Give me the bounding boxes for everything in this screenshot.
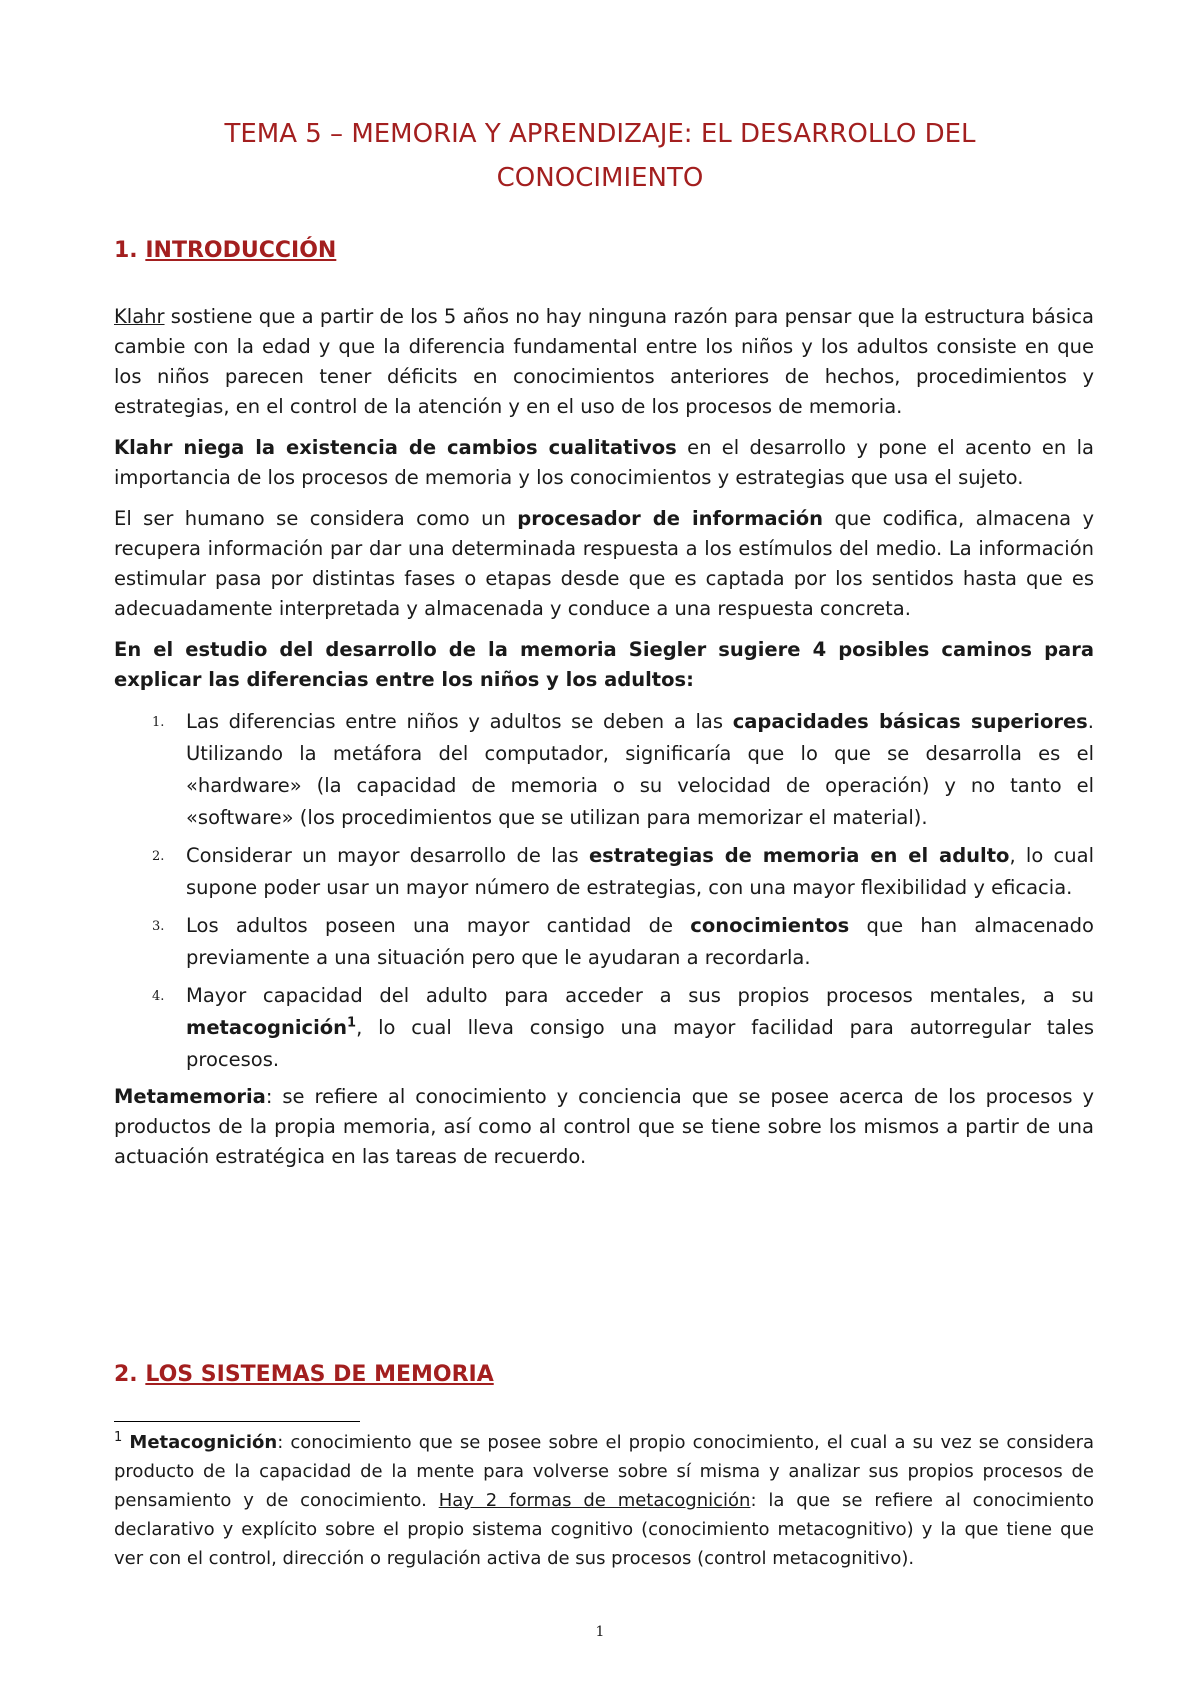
- footnote-text: [114, 1428, 1094, 1573]
- bold-phrase: conocimientos: [690, 914, 850, 937]
- author-klahr: Klahr: [114, 305, 165, 328]
- paragraph-klahr: [114, 302, 1094, 422]
- footnote-underlined: Hay 2 formas de metacognición: [438, 1490, 751, 1511]
- bold-phrase: capacidades básicas superiores: [732, 710, 1088, 733]
- list-text: Considerar un mayor desarrollo de las: [186, 844, 589, 867]
- paragraph-text: El ser humano se considera como un: [114, 507, 518, 530]
- footnote-term: Metacognición: [129, 1432, 278, 1453]
- list-item: [114, 706, 1094, 834]
- paragraph-text: en el desarrollo y pone el acento en la importancia de los procesos de memoria y los conocimientos y estrategias que usa el sujeto.: [114, 436, 1094, 489]
- bold-phrase: metacognición: [186, 1016, 348, 1039]
- siegler-list: [114, 706, 1094, 1076]
- title-line-2: CONOCIMIENTO: [496, 163, 704, 193]
- footnote-mark: 1: [114, 1430, 123, 1445]
- list-text: Los adultos poseen una mayor cantidad de: [186, 914, 691, 937]
- bold-term: Metamemoria: [114, 1085, 266, 1108]
- paragraph-klahr-niega: [114, 433, 1094, 493]
- list-number: 2.: [152, 849, 165, 864]
- bold-phrase: Klahr niega la existencia de cambios cualitativos: [114, 436, 677, 459]
- page-number: 1: [595, 1624, 605, 1640]
- bold-phrase: procesador de información: [517, 507, 824, 530]
- footnote-separator: [114, 1421, 360, 1422]
- document-title: [110, 112, 1090, 200]
- footnote-body: : conocimiento que se posee sobre el propio conocimiento, el cual a su vez se considera producto de la capacidad de la mente para volverse sobre sí misma y analizar sus propios procesos de pensamiento y de conocimiento.: [114, 1432, 1094, 1511]
- section-1-body: [114, 302, 1094, 1183]
- list-text: Las diferencias entre niños y adultos se deben a las: [186, 710, 733, 733]
- section-2-number: 2.: [114, 1362, 138, 1387]
- section-1-number: 1.: [114, 238, 138, 263]
- section-2-heading: [114, 1362, 494, 1387]
- list-text: que han almacenado previamente a una situación pero que le ayudaran a recordarla.: [186, 914, 1094, 969]
- list-text: , lo cual lleva consigo una mayor facilidad para autorregular tales procesos.: [186, 1016, 1094, 1071]
- list-number: 3.: [152, 919, 165, 934]
- title-line-1: TEMA 5 – MEMORIA Y APRENDIZAJE: EL DESARROLLO DEL: [224, 119, 976, 149]
- list-text: , lo cual supone poder usar un mayor número de estrategias, con una mayor flexibilidad y eficacia.: [186, 844, 1094, 899]
- paragraph-metamemoria: [114, 1082, 1094, 1172]
- list-item: [114, 980, 1094, 1076]
- list-text: . Utilizando la metáfora del computador, significaría que lo que se desarrolla es el «hardware» (la capacidad de memoria o su velocidad de operación) y no tanto el «software» (los procedimientos que se utilizan para memorizar el material).: [186, 710, 1094, 829]
- list-number: 4.: [152, 989, 165, 1004]
- footnote-body: : la que se refiere al conocimiento declarativo y explícito sobre el propio sistema cognitivo (conocimiento metacognitivo) y la que tiene que ver con el control, dirección o regulación activa de sus procesos (control metacognitivo).: [114, 1490, 1094, 1569]
- list-item: [114, 840, 1094, 904]
- paragraph-siegler: En el estudio del desarrollo de la memoria Siegler sugiere 4 posibles caminos para explicar las diferencias entre los niños y los adultos:: [114, 638, 1094, 691]
- paragraph-text: sostiene que a partir de los 5 años no hay ninguna razón para pensar que la estructura básica cambie con la edad y que la diferencia fundamental entre los niños y los adultos consiste en que los niños parecen tener déficits en conocimientos anteriores de hechos, procedimientos y estrategias, en el control de la atención y en el uso de los procesos de memoria.: [114, 305, 1094, 418]
- footnote-reference[interactable]: 1: [347, 1015, 357, 1031]
- footnote: [114, 1428, 1094, 1573]
- list-item: [114, 910, 1094, 974]
- list-text: Mayor capacidad del adulto para acceder a sus propios procesos mentales, a su: [186, 984, 1094, 1007]
- paragraph-text: que codifica, almacena y recupera información par dar una determinada respuesta a los estímulos del medio. La información estimular pasa por distintas fases o etapas desde que es captada por los sentidos hasta que es adecuadamente interpretada y almacenada y conduce a una respuesta concreta.: [114, 507, 1094, 620]
- bold-phrase: estrategias de memoria en el adulto: [588, 844, 1010, 867]
- section-1-title: INTRODUCCIÓN: [145, 238, 337, 263]
- paragraph-procesador: [114, 504, 1094, 624]
- paragraph-text: : se refiere al conocimiento y conciencia que se posee acerca de los procesos y productos de la propia memoria, así como al control que se tiene sobre los mismos a partir de una actuación estratégica en las tareas de recuerdo.: [114, 1085, 1094, 1168]
- section-2-title: LOS SISTEMAS DE MEMORIA: [145, 1362, 494, 1387]
- list-number: 1.: [152, 715, 165, 730]
- section-1-heading: [114, 238, 336, 263]
